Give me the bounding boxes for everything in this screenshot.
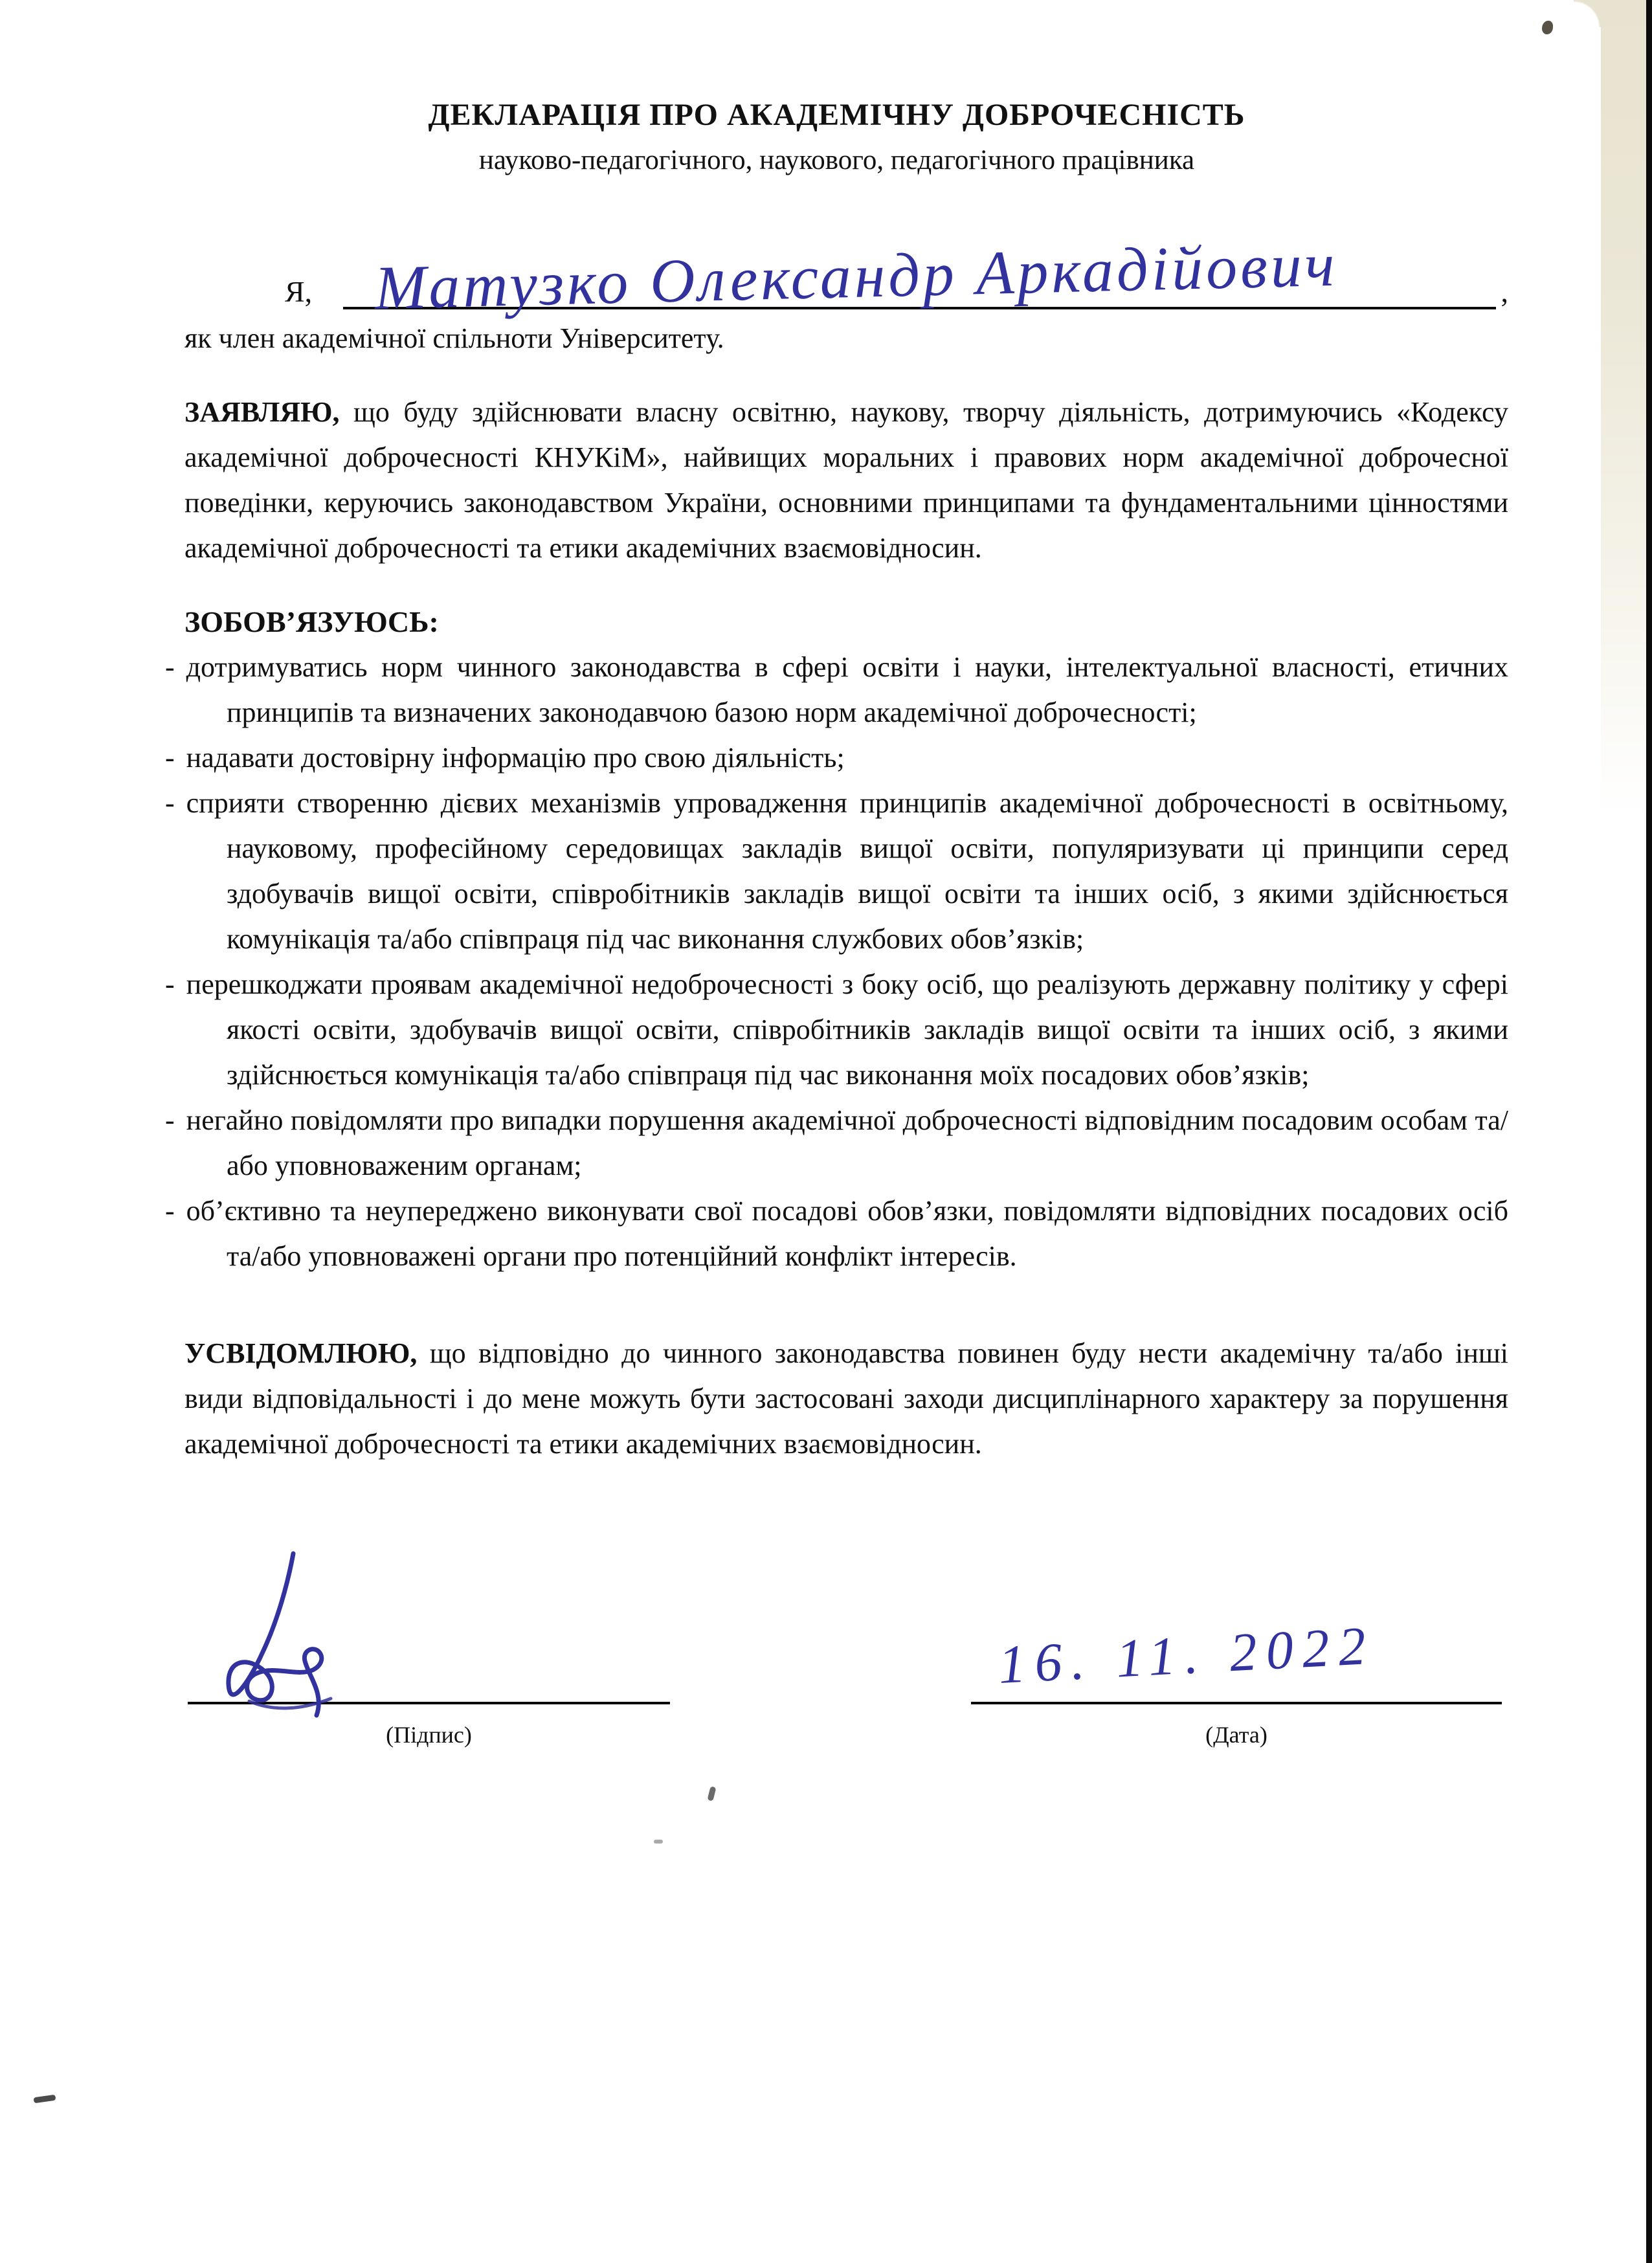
trailing-comma: , — [1501, 274, 1508, 308]
date-column — [971, 1563, 1502, 1748]
signature-ink — [210, 1548, 359, 1733]
signature-column — [188, 1563, 670, 1748]
oblige-heading: ЗОБОВ’ЯЗУЮСЬ: — [184, 605, 439, 638]
signature-underline — [188, 1563, 670, 1704]
oblige-list — [165, 645, 1508, 1279]
list-item-text: надавати достовірну інформацію про свою діяльність; — [186, 741, 845, 774]
declare-lead: ЗАЯВЛЯЮ, — [184, 396, 340, 428]
list-item — [165, 1098, 1508, 1188]
list-item-text: об’єктивно та неупереджено виконувати свої посадові обов’язки, повідомляти відповідних посадових осіб та/або уповноважені органи про потенційний конфлікт інтересів. — [186, 1194, 1508, 1272]
declare-text: що буду здійснювати власну освітню, наукову, творчу діяльність, дотримуючись «Кодексу академічної доброчесності КНУКіМ», найвищих моральних і правових норм академічної доброчесної поведінки, керуючись законодавством України, основними принципами та фундаментальними цінностями академічної доброчесності та етики академічних взаємовідносин. — [184, 396, 1509, 564]
list-item-text: негайно повідомляти про випадки порушення академічної доброчесності відповідним посадовим особам та/або уповноваженим органам; — [186, 1104, 1508, 1181]
name-underline — [343, 208, 1495, 322]
scan-corner-curve — [1574, 0, 1601, 27]
list-item — [165, 645, 1508, 735]
page-subtitle: науково-педагогічного, наукового, педагогічного працівника — [478, 145, 1195, 175]
list-item — [165, 781, 1508, 962]
list-item-text: перешкоджати проявам академічної недоброчесності з боку осіб, що реалізують державну політику у сфері якості освіти, здобувачів вищої освіти, співробітників закладів вищої освіти та інших осіб, з якими здійснюється комунікація та/або співпраця під час виконання моїх посадових обов’язків; — [186, 968, 1508, 1091]
acknowledge-text: що відповідно до чинного законодавства повинен буду нести академічну та/або інші види відповідальності і до мене можуть бути застосовані заходи дисциплінарного характеру за порушення академічної доброчесності та етики академічних взаємовідносин. — [184, 1337, 1509, 1460]
date-caption: (Дата) — [1205, 1721, 1267, 1748]
date-underline — [971, 1563, 1502, 1704]
handwritten-date: 16. 11. 2022 — [997, 1615, 1376, 1695]
signature-block — [188, 1563, 1502, 1748]
bullet-dash: - — [165, 968, 175, 1000]
pronoun-label: Я, — [285, 274, 313, 308]
membership-line: як член академічної спільноти Університету. — [184, 322, 724, 354]
declare-paragraph — [184, 390, 1508, 571]
bullet-dash: - — [165, 741, 175, 774]
name-row — [285, 211, 1508, 322]
bullet-dash: - — [165, 651, 175, 683]
scan-edge-black — [1646, 0, 1652, 2263]
scan-speck — [654, 1840, 663, 1844]
bullet-dash: - — [165, 1194, 175, 1227]
bullet-dash: - — [165, 1104, 175, 1136]
handwritten-name: Матузко Олександр Аркадійович — [374, 229, 1339, 322]
list-item — [165, 962, 1508, 1098]
list-item — [165, 735, 1508, 781]
bullet-dash: - — [165, 786, 175, 819]
list-item-text: сприяти створенню дієвих механізмів упровадження принципів академічної доброчесності в освітньому, науковому, професійному середовищах закладів вищої освіти, популяризувати ці принципи серед здобувачів вищої освіти, співробітників закладів вищої освіти та інших осіб, з якими здійснюється комунікація та/або співпраця під час виконання службових обов’язків; — [186, 786, 1508, 955]
scan-edge-cream — [1601, 0, 1646, 816]
acknowledge-lead: УСВІДОМЛЮЮ, — [184, 1337, 418, 1369]
signature-caption: (Підпис) — [386, 1721, 472, 1748]
list-item — [165, 1188, 1508, 1279]
list-item-text: дотримуватись норм чинного законодавства в сфері освіти і науки, інтелектуальної власності, етичних принципів та визначених законодавчою базою норм академічної доброчесності; — [186, 651, 1508, 728]
page-title: ДЕКЛАРАЦІЯ ПРО АКАДЕМІЧНУ ДОБРОЧЕСНІСТЬ — [428, 98, 1245, 132]
scan-streak — [1598, 207, 1600, 1664]
acknowledge-paragraph — [184, 1331, 1508, 1467]
